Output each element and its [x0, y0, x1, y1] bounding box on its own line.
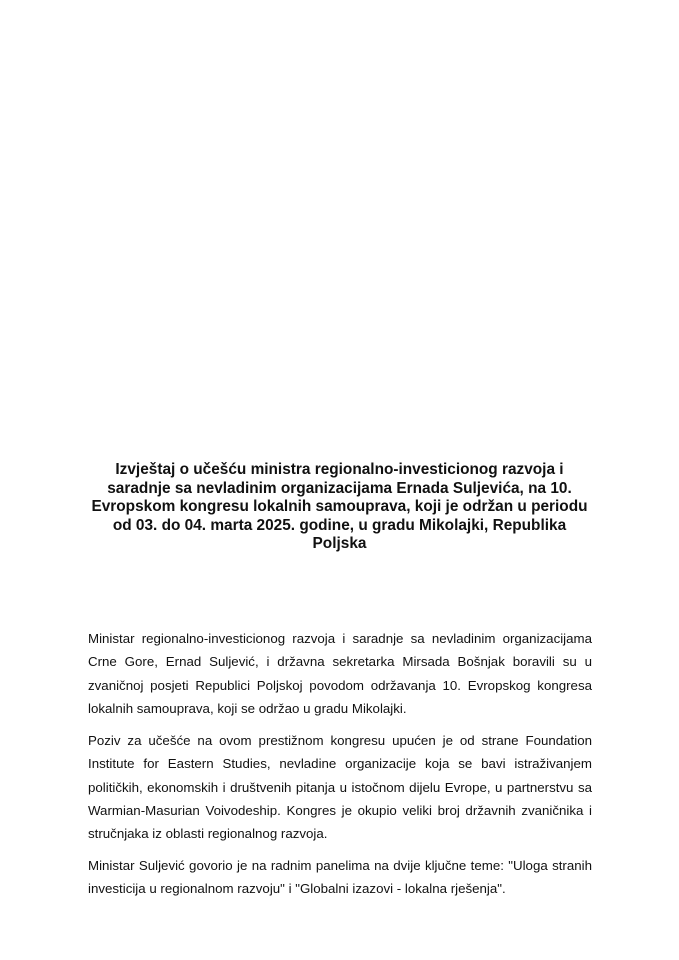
- paragraph-3: [88, 854, 592, 901]
- text-line: Warmian-Masurian Voivodeship. Kongres je okupio veliki broj državnih zvaničnika i: [88, 802, 592, 818]
- text-line: Crne Gore, Ernad Suljević, i državna sekretarka Mirsada Bošnjak boravili su u: [88, 654, 592, 670]
- text-line: Institute for Eastern Studies, nevladine organizacije koja se bavi istraživanjem: [88, 756, 592, 772]
- text-line: Poziv za učešće na ovom prestižnom kongresu upućen je od strane Foundation: [88, 733, 592, 748]
- text-line: investicija u regionalnom razvoju" i "Globalni izazovi - lokalna rješenja".: [88, 881, 506, 897]
- title-line: Evropskom kongresu lokalnih samouprava, koji je održan u periodu: [91, 498, 588, 516]
- title-line: saradnje sa nevladinim organizacijama Ernada Suljevića, na 10.: [107, 479, 572, 497]
- paragraph-1: [88, 627, 592, 720]
- text-line: Ministar regionalno-investicionog razvoja i saradnje sa nevladinim organizacijama: [88, 631, 592, 646]
- title-line: Izvještaj o učešću ministra regionalno-investicionog razvoja i: [115, 461, 564, 478]
- text-line: političkih, ekonomskih i društvenih pitanja u istočnom dijelu Evrope, u partnerstvu sa: [88, 779, 592, 795]
- title-line: Poljska: [312, 535, 367, 553]
- document-title: [60, 461, 619, 554]
- title-line: od 03. do 04. marta 2025. godine, u gradu Mikolajki, Republika: [112, 516, 567, 534]
- text-line: zvaničnoj posjeti Republici Poljskoj povodom održavanja 10. Evropskog kongresa: [88, 677, 592, 693]
- text-line: stručnjaka iz oblasti regionalnog razvoja.: [88, 826, 328, 842]
- text-line: lokalnih samouprava, koji se održao u gradu Mikolajki.: [88, 700, 407, 716]
- paragraph-2: [88, 729, 592, 845]
- text-line: Ministar Suljević govorio je na radnim panelima na dvije ključne teme: "Uloga stranih: [88, 858, 592, 873]
